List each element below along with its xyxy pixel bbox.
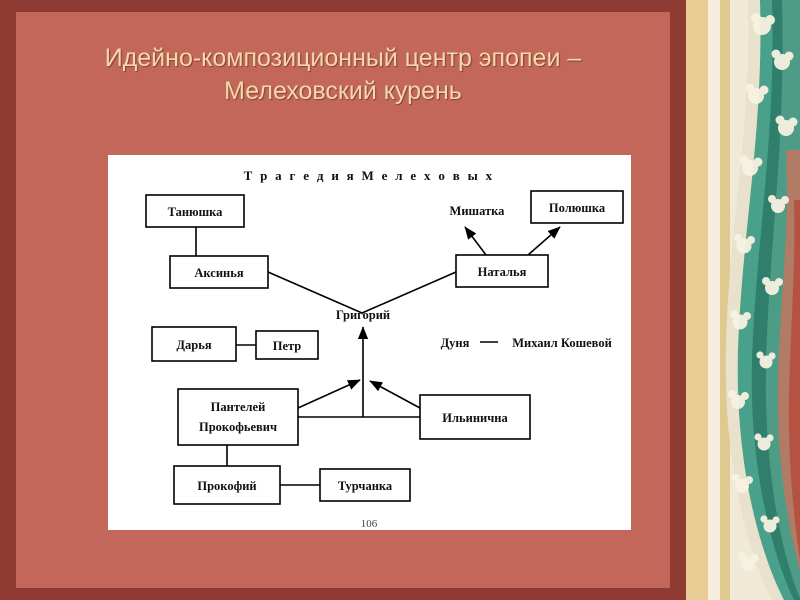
diagram-node-grigoriy <box>336 308 390 322</box>
page-number: 106 <box>360 518 378 530</box>
page-title: Идейно-композиционный центр эпопеи – Мелеховский курень <box>104 44 582 105</box>
diagram-node-mihail <box>512 336 612 350</box>
connection-ilinichna-grigoriy <box>370 381 420 408</box>
decorative-pattern <box>686 0 800 600</box>
diagram-node-aksinya <box>170 256 268 288</box>
diagram-node-natalya <box>456 255 548 287</box>
diagram-node-dunya <box>441 336 470 350</box>
diagram-node-mishatka <box>450 204 506 218</box>
node-label-grigoriy: Григорий <box>335 308 391 322</box>
node-label-turchanka: Турчанка <box>337 479 393 493</box>
node-label-panteley-line1: Пантелей <box>210 400 266 414</box>
diagram-node-tanyushka <box>146 195 244 227</box>
node-label-petr: Петр <box>272 339 302 353</box>
node-label-prokofiy: Прокофий <box>197 479 257 493</box>
connection-panteley-grigoriy <box>298 380 360 408</box>
node-label-aksinya: Аксинья <box>194 266 244 280</box>
diagram-image <box>108 155 631 530</box>
diagram-heading: Т р а г е д и я М е л е х о в ы х <box>243 168 495 183</box>
node-label-polyushka: Полюшка <box>548 201 606 215</box>
connection-aksinya-grigoriy-natalya <box>268 272 456 313</box>
family-tree-diagram <box>108 155 631 530</box>
node-label-mishatka: Мишатка <box>449 204 505 218</box>
node-label-tanyushka: Танюшка <box>167 205 223 219</box>
node-label-mihail: Михаил Кошевой <box>512 336 612 350</box>
diagram-node-turchanka <box>320 469 410 501</box>
connection-natalya-mishatka <box>465 227 486 255</box>
diagram-node-panteley <box>178 389 298 445</box>
diagram-node-petr <box>256 331 318 359</box>
node-label-darya: Дарья <box>176 338 212 352</box>
connection-natalya-polyushka <box>528 227 560 255</box>
decorative-sidebar <box>686 0 800 600</box>
node-label-panteley-line2: Прокофьевич <box>198 420 278 434</box>
diagram-node-ilinichna <box>420 395 530 439</box>
node-label-dunya: Дуня <box>440 336 470 350</box>
slide-content-area <box>16 12 670 588</box>
diagram-node-darya <box>152 327 236 361</box>
diagram-node-prokofiy <box>174 466 280 504</box>
node-label-ilinichna: Ильинична <box>442 411 508 425</box>
node-label-natalya: Наталья <box>477 265 527 279</box>
diagram-node-polyushka <box>531 191 623 223</box>
